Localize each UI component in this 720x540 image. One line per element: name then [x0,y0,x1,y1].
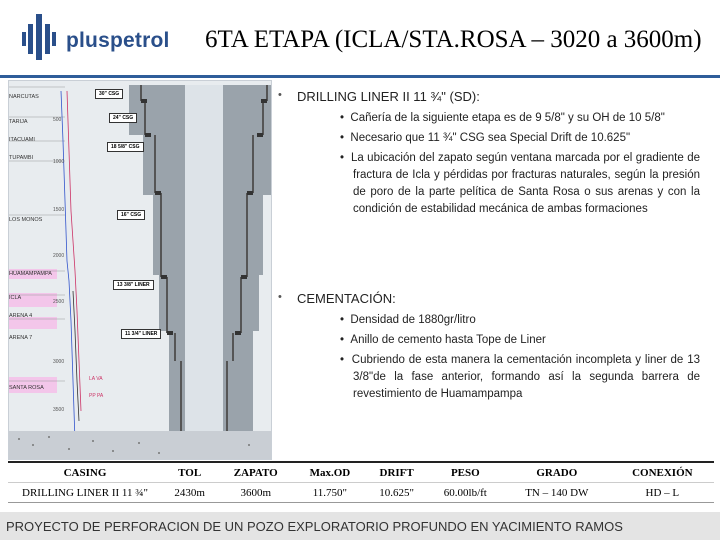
depth-tick: 500 [53,117,62,123]
list-item: • Densidad de 1880gr/litro [340,314,476,326]
depth-tick: 1000 [53,159,65,165]
table-row [8,483,714,503]
depth-tick: 3000 [53,359,65,365]
formation-label: ARENA 7 [9,335,33,341]
depth-tick: 3500 [53,407,65,413]
formation-label: SANTA ROSA [9,385,44,391]
pore-pressure-curve [61,91,75,441]
table-cell: 3600m [217,483,294,503]
casing-tag: 18 5/8" CSG [107,142,144,152]
table-header-cell: CASING [8,462,162,483]
table-header-cell: PESO [428,462,503,483]
casing-tag: 16" CSG [117,210,145,220]
table-cell: TN – 140 DW [503,483,611,503]
list-item-text: La ubicación del zapato según ventana marcada por el gradiente de fractura de Icla y pérdidas por fracturas naturales, según la presión de poro de la parte pelítica de Santa Rosa o sus arenas y con la condición de estabilidad mecánica de ambas formaciones [350,152,700,215]
pluspetrol-logo [22,14,62,60]
table-cell: DRILLING LINER II 11 ¾" [8,483,162,503]
casing-tag: 13 3/8" LINER [113,280,154,290]
table-header-cell: ZAPATO [217,462,294,483]
casing-tag: 24" CSG [109,113,137,123]
casing-spec-table [8,461,714,503]
logo-text: pluspetrol [66,29,170,52]
formation-label: NARCUTAS [9,94,39,100]
wellbore-diagram [8,80,272,460]
list-item: • Cañería de la siguiente etapa es de 9 5/8" y su OH de 10 5/8" [340,112,665,124]
formation-label: ICLA [9,295,22,301]
formation-label: ARENA 4 [9,313,33,319]
formation-label: TARIJA [9,119,28,125]
page-title: 6TA ETAPA (ICLA/STA.ROSA – 3020 a 3600m) [205,26,702,53]
table-header-cell: Max.OD [294,462,365,483]
list-item: • Necesario que 11 ¾" CSG sea Special Drift de 10.625" [340,132,631,144]
list-item-text: Anillo de cemento hasta Tope de Liner [350,334,546,346]
bullet-icon: • [278,89,282,101]
casing-tag: 11 3/4" LINER [121,329,161,339]
formation-label: ITACUAMI [9,137,35,143]
footer-text: PROYECTO DE PERFORACION DE UN POZO EXPLORATORIO PROFUNDO EN YACIMIENTO RAMOS [6,519,623,534]
legend-item: PP PA [89,393,104,399]
formation-label: HUAMAMPAMPA [9,271,52,277]
formation-label: LOS MONOS [9,217,43,223]
table-header-row [8,462,714,483]
table-header-cell: DRIFT [366,462,428,483]
table-cell: 2430m [162,483,217,503]
section-heading-cement: CEMENTACIÓN: [297,291,396,306]
list-item-text: Necesario que 11 ¾" CSG sea Special Drift de 10.625" [350,132,631,144]
pluspetrol-logo-mark-icon [22,14,62,60]
table-header-cell: GRADO [503,462,611,483]
table-cell: HD – L [611,483,714,503]
list-item: • Cubriendo de esta manera la cementación incompleta y liner de 13 3/8"de la fase anterior, formando así la segunda barrera de revestimiento de Huamampampa [340,354,700,400]
header-divider [0,75,720,78]
formation-label: TUPAMBI [9,155,34,161]
list-item: • Anillo de cemento hasta Tope de Liner [340,334,546,346]
depth-tick: 1500 [53,207,65,213]
table-cell: 10.625" [366,483,428,503]
depth-tick: 2500 [53,299,65,305]
bullet-icon: • [278,291,282,303]
list-item-text: Cañería de la siguiente etapa es de 9 5/8" y su OH de 10 5/8" [350,112,665,124]
casing-tag: 30" CSG [95,89,123,99]
section-heading-liner: DRILLING LINER II 11 ¾" (SD): [297,89,480,104]
depth-tick: 2000 [53,253,65,259]
legend-item: LA VA [89,376,103,382]
fracture-gradient-curve [67,91,81,411]
table-cell: 11.750" [294,483,365,503]
list-item: • La ubicación del zapato según ventana marcada por el gradiente de fractura de Icla y pérdidas por fracturas naturales, según la presión de poro de la parte pelítica de Santa Rosa o sus arenas y con la condición de estabilidad mecánica de ambas formaciones [340,152,700,215]
list-item-text: Cubriendo de esta manera la cementación incompleta y liner de 13 3/8"de la fase anterior, formando así la segunda barrera de revestimiento de Huamampampa [351,354,700,400]
table-header-cell: CONEXIÓN [611,462,714,483]
list-item-text: Densidad de 1880gr/litro [350,314,476,326]
table-cell: 60.00lb/ft [428,483,503,503]
table-header-cell: TOL [162,462,217,483]
